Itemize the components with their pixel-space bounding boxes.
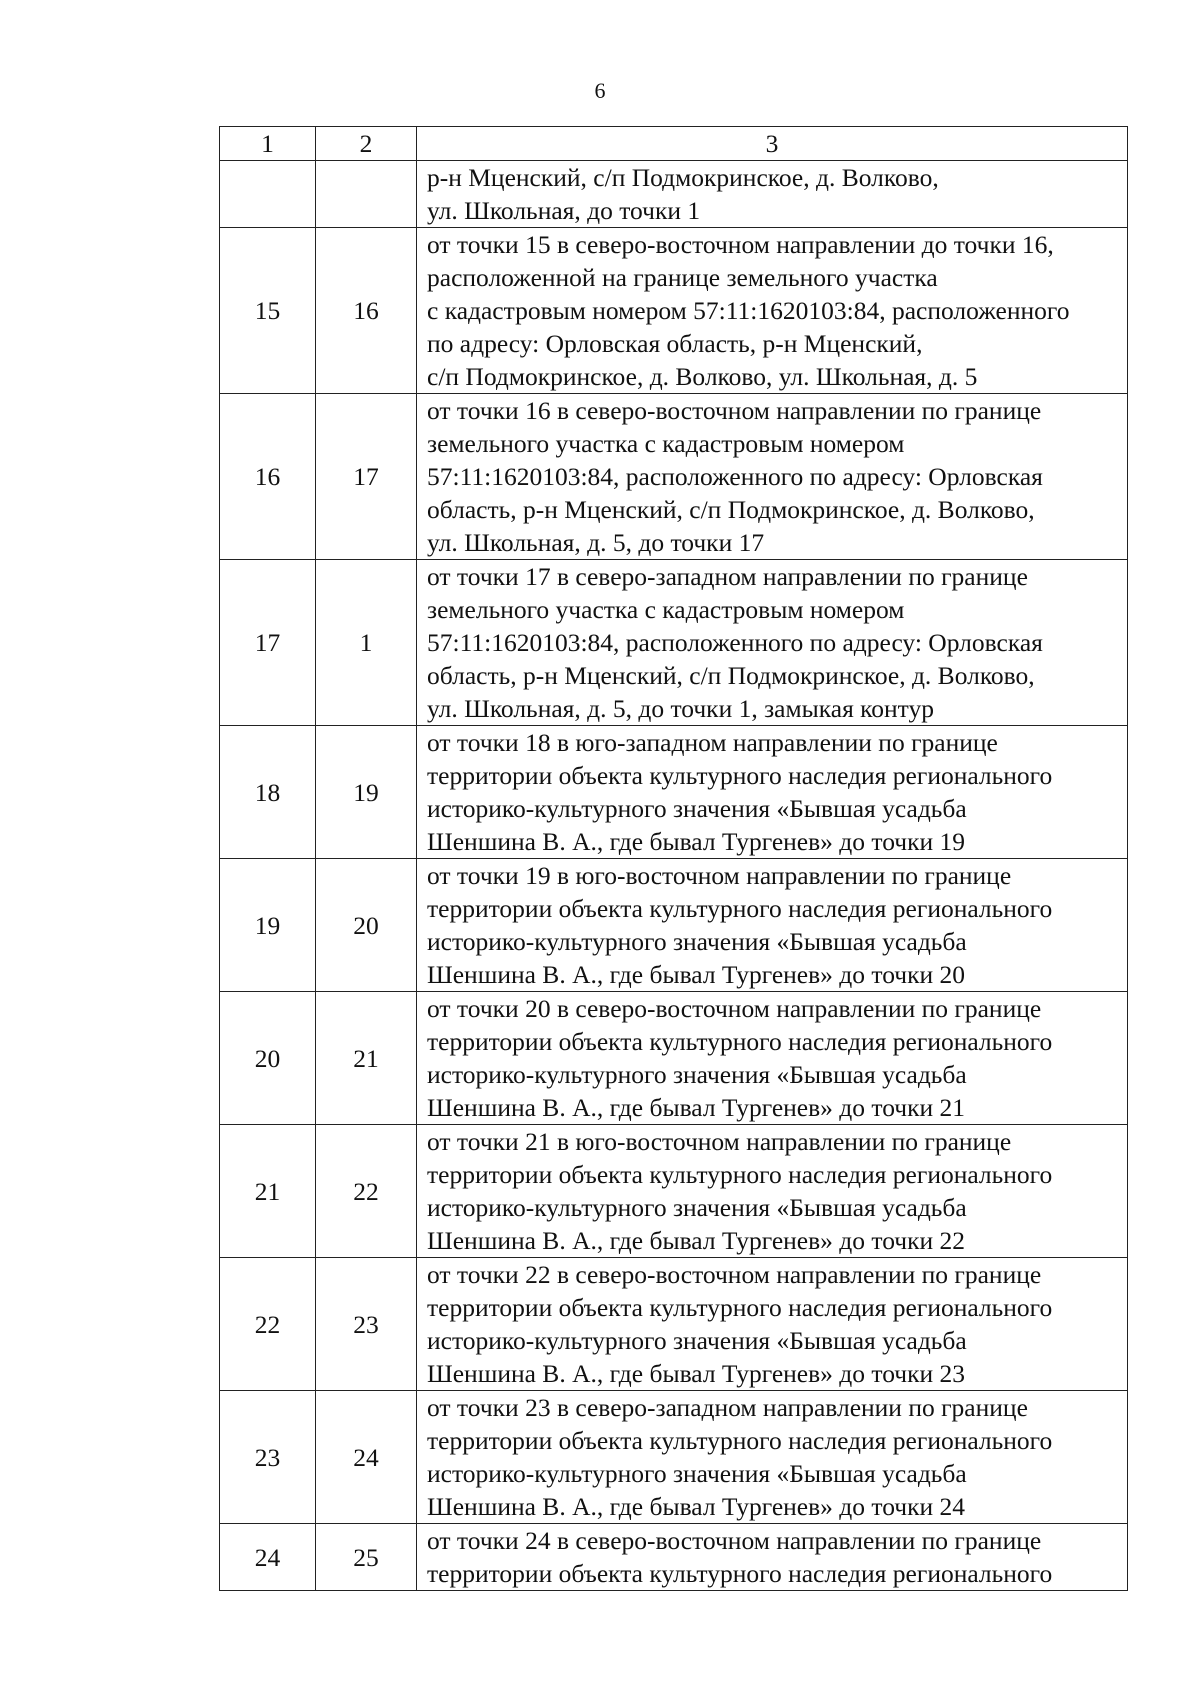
page-number: 6 bbox=[594, 78, 606, 103]
description-cell bbox=[417, 1524, 1128, 1591]
to-point-cell: 20 bbox=[316, 859, 417, 992]
table-row bbox=[220, 726, 1128, 859]
from-point-cell: 22 bbox=[220, 1258, 316, 1391]
description-line: р-н Мценский, с/п Подмокринское, д. Волково, bbox=[427, 163, 939, 192]
description-cell bbox=[417, 394, 1128, 560]
from-point-cell: 24 bbox=[220, 1524, 316, 1591]
description-line: историко-культурного значения «Бывшая усадьба bbox=[427, 1326, 967, 1355]
description-line: историко-культурного значения «Бывшая усадьба bbox=[427, 927, 967, 956]
to-point-cell: 23 bbox=[316, 1258, 417, 1391]
to-point-cell: 24 bbox=[316, 1391, 417, 1524]
description-line: 57:11:1620103:84, расположенного по адресу: Орловская bbox=[427, 628, 1043, 657]
description-line: земельного участка с кадастровым номером bbox=[427, 429, 905, 458]
description-line: территории объекта культурного наследия регионального bbox=[427, 761, 1053, 790]
table-row bbox=[220, 1258, 1128, 1391]
description-line: от точки 17 в северо-западном направлении по границе bbox=[427, 562, 1028, 591]
description-line: Шеншина В. А., где бывал Тургенев» до точки 23 bbox=[427, 1359, 966, 1388]
description-line: историко-культурного значения «Бывшая усадьба bbox=[427, 1193, 967, 1222]
description-line: территории объекта культурного наследия регионального bbox=[427, 1426, 1053, 1455]
description-cell bbox=[417, 161, 1128, 228]
boundary-description-table bbox=[219, 126, 1128, 1591]
description-line: от точки 23 в северо-западном направлении по границе bbox=[427, 1393, 1028, 1422]
description-line: ул. Школьная, д. 5, до точки 1, замыкая контур bbox=[427, 694, 934, 723]
table-row bbox=[220, 1391, 1128, 1524]
description-line: Шеншина В. А., где бывал Тургенев» до точки 19 bbox=[427, 827, 966, 856]
description-line: область, р-н Мценский, с/п Подмокринское, д. Волково, bbox=[427, 661, 1035, 690]
description-cell bbox=[417, 1125, 1128, 1258]
description-line: от точки 19 в юго-восточном направлении по границе bbox=[427, 861, 1012, 890]
description-line: 57:11:1620103:84, расположенного по адресу: Орловская bbox=[427, 462, 1043, 491]
to-point-cell: 1 bbox=[316, 560, 417, 726]
description-line: историко-культурного значения «Бывшая усадьба bbox=[427, 794, 967, 823]
description-line: территории объекта культурного наследия регионального bbox=[427, 1293, 1053, 1322]
description-line: с/п Подмокринское, д. Волково, ул. Школьная, д. 5 bbox=[427, 362, 978, 391]
description-cell bbox=[417, 726, 1128, 859]
to-point-cell: 22 bbox=[316, 1125, 417, 1258]
description-line: расположенной на границе земельного участка bbox=[427, 263, 938, 292]
from-point-cell: 15 bbox=[220, 228, 316, 394]
description-cell bbox=[417, 1391, 1128, 1524]
description-line: область, р-н Мценский, с/п Подмокринское, д. Волково, bbox=[427, 495, 1035, 524]
description-line: Шеншина В. А., где бывал Тургенев» до точки 22 bbox=[427, 1226, 966, 1255]
description-cell bbox=[417, 1258, 1128, 1391]
description-line: от точки 18 в юго-западном направлении по границе bbox=[427, 728, 998, 757]
table-row bbox=[220, 228, 1128, 394]
from-point-cell: 23 bbox=[220, 1391, 316, 1524]
description-line: от точки 21 в юго-восточном направлении по границе bbox=[427, 1127, 1012, 1156]
from-point-cell: 17 bbox=[220, 560, 316, 726]
description-line: историко-культурного значения «Бывшая усадьба bbox=[427, 1060, 967, 1089]
description-line: территории объекта культурного наследия регионального bbox=[427, 1559, 1053, 1588]
table-header-row bbox=[220, 127, 1128, 161]
to-point-cell: 19 bbox=[316, 726, 417, 859]
description-line: территории объекта культурного наследия регионального bbox=[427, 894, 1053, 923]
description-line: земельного участка с кадастровым номером bbox=[427, 595, 905, 624]
from-point-cell: 16 bbox=[220, 394, 316, 560]
table-row bbox=[220, 859, 1128, 992]
description-line: от точки 22 в северо-восточном направлении по границе bbox=[427, 1260, 1042, 1289]
table-row bbox=[220, 161, 1128, 228]
to-point-cell bbox=[316, 161, 417, 228]
table-row bbox=[220, 1125, 1128, 1258]
description-line: по адресу: Орловская область, р-н Мценский, bbox=[427, 329, 923, 358]
to-point-cell: 21 bbox=[316, 992, 417, 1125]
description-cell bbox=[417, 859, 1128, 992]
description-line: ул. Школьная, до точки 1 bbox=[427, 196, 701, 225]
description-line: территории объекта культурного наследия регионального bbox=[427, 1027, 1053, 1056]
from-point-cell bbox=[220, 161, 316, 228]
description-line: от точки 15 в северо-восточном направлении до точки 16, bbox=[427, 230, 1054, 259]
table-row bbox=[220, 560, 1128, 726]
column-header-from-point: 1 bbox=[220, 127, 316, 161]
description-line: территории объекта культурного наследия регионального bbox=[427, 1160, 1053, 1189]
description-cell bbox=[417, 228, 1128, 394]
table-row bbox=[220, 1524, 1128, 1591]
from-point-cell: 21 bbox=[220, 1125, 316, 1258]
description-cell bbox=[417, 992, 1128, 1125]
description-line: от точки 16 в северо-восточном направлении по границе bbox=[427, 396, 1042, 425]
from-point-cell: 20 bbox=[220, 992, 316, 1125]
description-line: Шеншина В. А., где бывал Тургенев» до точки 20 bbox=[427, 960, 966, 989]
description-line: от точки 20 в северо-восточном направлении по границе bbox=[427, 994, 1042, 1023]
description-line: ул. Школьная, д. 5, до точки 17 bbox=[427, 528, 765, 557]
description-line: Шеншина В. А., где бывал Тургенев» до точки 24 bbox=[427, 1492, 966, 1521]
from-point-cell: 19 bbox=[220, 859, 316, 992]
description-line: от точки 24 в северо-восточном направлении по границе bbox=[427, 1526, 1042, 1555]
description-line: Шеншина В. А., где бывал Тургенев» до точки 21 bbox=[427, 1093, 966, 1122]
table-body bbox=[220, 161, 1128, 1591]
to-point-cell: 16 bbox=[316, 228, 417, 394]
to-point-cell: 25 bbox=[316, 1524, 417, 1591]
description-line: историко-культурного значения «Бывшая усадьба bbox=[427, 1459, 967, 1488]
table-row bbox=[220, 394, 1128, 560]
to-point-cell: 17 bbox=[316, 394, 417, 560]
column-header-to-point: 2 bbox=[316, 127, 417, 161]
description-line: с кадастровым номером 57:11:1620103:84, расположенного bbox=[427, 296, 1070, 325]
table-row bbox=[220, 992, 1128, 1125]
column-header-description: 3 bbox=[417, 127, 1128, 161]
from-point-cell: 18 bbox=[220, 726, 316, 859]
description-cell bbox=[417, 560, 1128, 726]
